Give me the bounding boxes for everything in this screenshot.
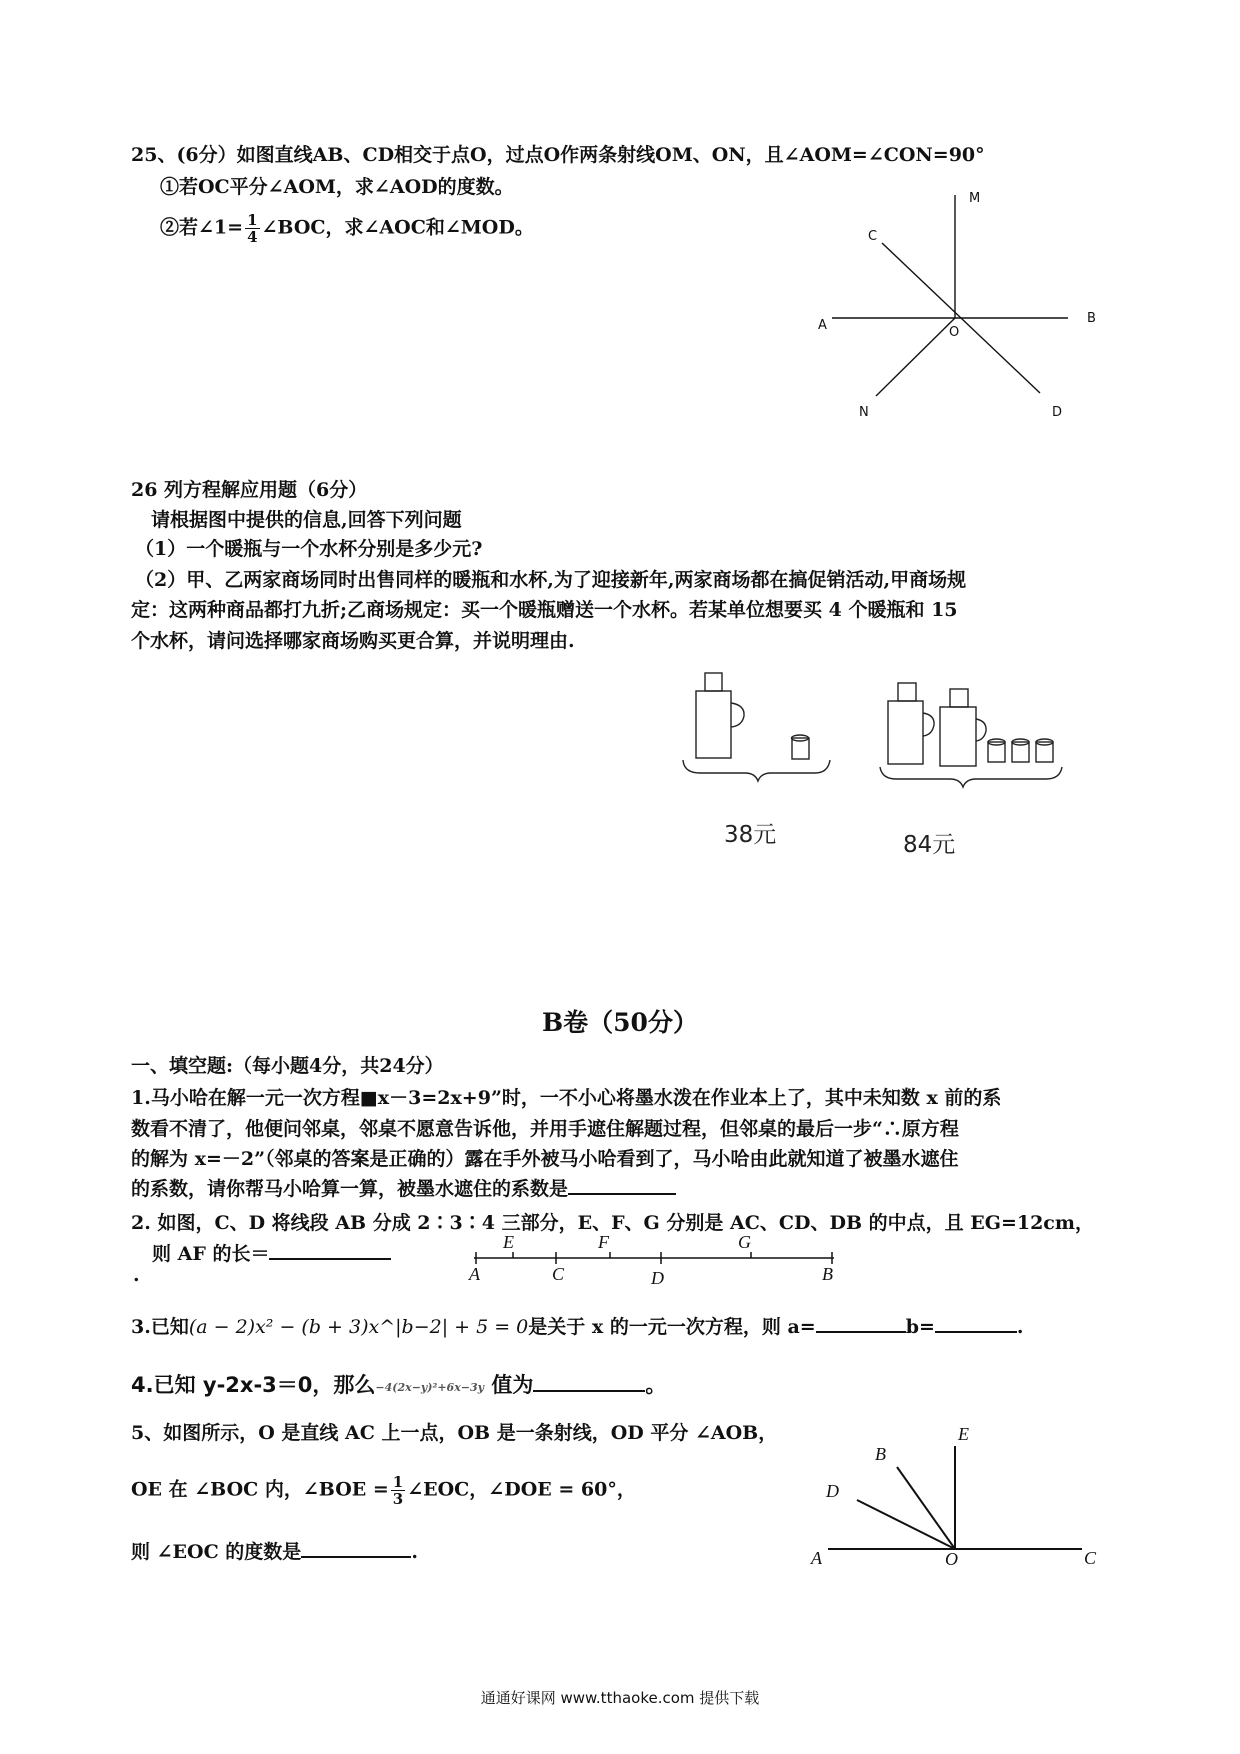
q26-line5: 定：这两种商品都打九折;乙商场规定：买一个暖瓶赠送一个水杯。若某单位想要买 4 个暖瓶和 15: [131, 599, 958, 621]
bottle-3-cap: [950, 689, 968, 707]
f2-line1: 2. 如图，C、D 将线段 AB 分成 2∶3∶4 三部分，E、F、G 分别是 AC、CD、DB 的中点，且 EG=12cm，: [131, 1212, 1094, 1234]
f5-line2-post: ∠EOC，∠DOE = 60°，: [407, 1478, 636, 1501]
seg-label-e: E: [503, 1232, 514, 1252]
q25-ray-on: [876, 318, 955, 396]
f1-answer-blank[interactable]: [568, 1175, 676, 1195]
f4-expression: −4(2x−y)²+6x−3y: [375, 1380, 485, 1394]
f3-answer-a-blank[interactable]: [816, 1313, 906, 1333]
q5-ray-ob: [897, 1467, 955, 1549]
q26-line2: 请根据图中提供的信息,回答下列问题: [151, 509, 462, 531]
q25-line2: ①若OC平分∠AOM，求∠AOD的度数。: [160, 176, 514, 198]
f2-answer-blank[interactable]: [269, 1240, 391, 1260]
f3-equation: (a − 2)x² − (b + 3)x^|b−2| + 5 = 0: [188, 1316, 529, 1338]
brace-2: [880, 767, 1062, 787]
f5-fraction: [391, 1474, 405, 1507]
q25-figure: [832, 195, 1068, 396]
q5-label-c: C: [1084, 1548, 1097, 1568]
f1-line4-text: 的系数，请你帮马小哈算一算，被墨水遮住的系数是: [131, 1178, 569, 1200]
f2-line2-text: 则 AF 的长＝: [152, 1243, 270, 1265]
f5-line3: [131, 1537, 418, 1564]
f3-mid: 是关于 x 的一元一次方程，则 a=: [528, 1316, 816, 1338]
f5-end: .: [411, 1541, 418, 1563]
f5-frac-num: 1: [392, 1473, 404, 1491]
q25-label-a: A: [818, 318, 827, 333]
price-84: 84元: [903, 832, 956, 858]
f3-pre: 3.已知: [131, 1316, 189, 1338]
f3-end: .: [1016, 1316, 1024, 1338]
segment-figure: [474, 1252, 834, 1264]
f5-line2-pre: OE 在 ∠BOC 内，∠BOE =: [131, 1478, 389, 1501]
f3-line: [131, 1312, 1024, 1339]
bottle-3-handle: [976, 719, 986, 741]
seg-label-f: F: [598, 1232, 609, 1252]
q5-figure: [828, 1446, 1082, 1549]
f5-line1: 5、如图所示，O 是直线 AC 上一点，OB 是一条射线，OD 平分 ∠AOB，: [131, 1422, 778, 1444]
f1-line2: 数看不清了，他便问邻桌，邻桌不愿意告诉他，并用手遮住解题过程，但邻桌的最后一步“∴原方程: [131, 1118, 959, 1140]
f4-answer-blank[interactable]: [533, 1372, 645, 1392]
seg-label-d: D: [651, 1268, 664, 1288]
f1-line1: 1.马小哈在解一元一次方程■x－3=2x+9”时，一不小心将墨水泼在作业本上了，其中未知数 x 前的系: [131, 1087, 1002, 1109]
q25-label-c: C: [868, 229, 878, 244]
bottle-2-handle: [923, 713, 934, 736]
q5-label-o: O: [945, 1549, 958, 1569]
q5-label-a: A: [811, 1548, 822, 1568]
q26-figure: [683, 673, 1062, 787]
q26-line6: 个水杯，请问选择哪家商场购买更合算，并说明理由.: [131, 630, 575, 652]
q25-line3-post: ∠BOC，求∠AOC和∠MOD。: [261, 216, 534, 239]
bottle-2: [888, 701, 923, 764]
q5-label-e: E: [958, 1424, 969, 1444]
f4-line: [131, 1369, 666, 1399]
q25-line1: 25、(6分）如图直线AB、CD相交于点O，过点O作两条射线OM、ON，且∠AOM=∠CON=90°: [131, 144, 985, 166]
q5-ray-od: [857, 1500, 955, 1549]
price-38: 38元: [724, 822, 777, 848]
f4-post: 值为: [484, 1373, 534, 1397]
seg-label-c: C: [552, 1264, 565, 1284]
f2-line2: [152, 1239, 391, 1266]
q25-frac-den: 4: [247, 228, 258, 246]
f3-answer-b-blank[interactable]: [935, 1313, 1017, 1333]
bottle-1-handle: [731, 703, 744, 727]
seg-label-a: A: [469, 1264, 480, 1284]
q5-label-d: D: [826, 1481, 839, 1501]
f5-line3-text: 则 ∠EOC 的度数是: [131, 1541, 302, 1563]
f3-b: b=: [905, 1316, 935, 1338]
f4-end: 。: [645, 1373, 667, 1397]
q25-label-b: B: [1087, 311, 1096, 326]
q25-frac-num: 1: [247, 211, 258, 229]
q26-line3: （1）一个暖瓶与一个水杯分别是多少元?: [135, 538, 483, 560]
part-b-title: B卷（50分）: [542, 1008, 698, 1037]
f5-answer-blank[interactable]: [301, 1538, 411, 1558]
q25-line3-pre: ②若∠1=: [160, 216, 244, 239]
brace-1: [683, 760, 830, 781]
f1-line4: [131, 1174, 676, 1201]
bottle-3: [940, 707, 976, 766]
bottle-1: [696, 691, 731, 758]
f5-frac-den: 3: [392, 1490, 404, 1508]
bottle-2-cap: [898, 683, 916, 701]
seg-label-b: B: [822, 1264, 833, 1284]
q5-label-b: B: [875, 1444, 886, 1464]
f2-dot: .: [133, 1264, 140, 1286]
bottle-1-cap: [705, 673, 722, 691]
q26-line4: （2）甲、乙两家商场同时出售同样的暖瓶和水杯,为了迎接新年,两家商场都在搞促销活动,甲商场规: [135, 569, 967, 591]
q25-label-d: D: [1052, 405, 1063, 420]
q25-label-o: O: [949, 325, 960, 340]
f1-line3: 的解为 x=－2”（邻桌的答案是正确的）露在手外被马小哈看到了，马小哈由此就知道了被墨水遮住: [131, 1148, 959, 1170]
section-heading: 一、填空题:（每小题4分，共24分）: [131, 1055, 444, 1077]
f4-pre: 4.已知 y-2x-3＝0，那么: [131, 1373, 376, 1397]
seg-label-g: G: [738, 1232, 751, 1252]
q25-label-n: N: [859, 405, 869, 420]
q26-line1: 26 列方程解应用题（6分）: [131, 479, 368, 501]
q25-label-m: M: [969, 191, 981, 206]
footer-credit: 通通好课网 www.tthaoke.com 提供下载: [480, 1689, 760, 1707]
f5-line2: [131, 1474, 636, 1507]
